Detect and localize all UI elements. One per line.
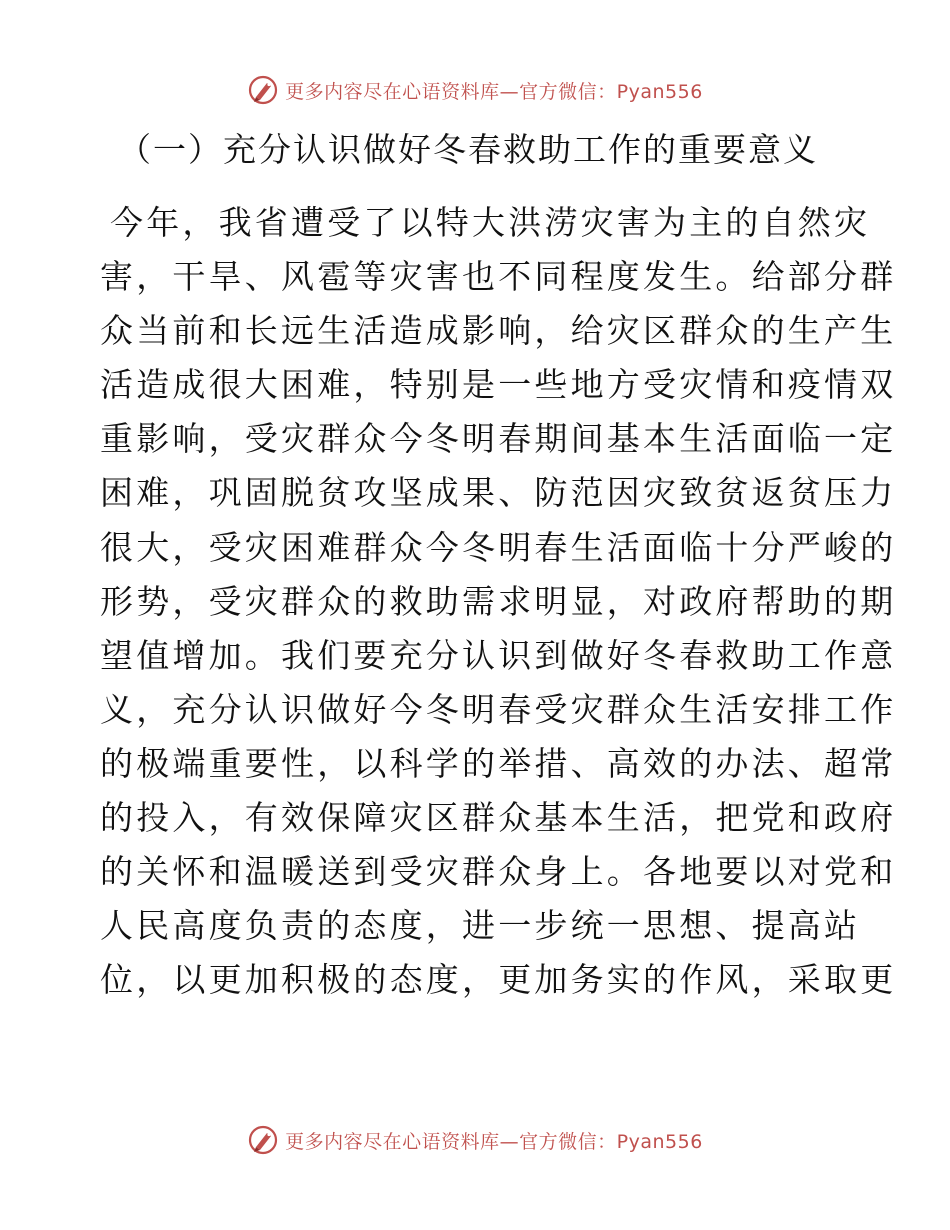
text-line: 害，干旱、风雹等灾害也不同程度发生。给部分群 — [100, 257, 897, 297]
text-line: 人民高度负责的态度，进一步统一思想、提高站 — [100, 906, 861, 946]
text-line: 的极端重要性，以科学的举措、高效的办法、超常 — [100, 743, 897, 783]
text-line: 重影响，受灾群众今冬明春期间基本生活面临一定 — [100, 419, 897, 459]
pen-logo-icon — [247, 1124, 279, 1156]
text-line: 望值增加。我们要充分认识到做好冬春救助工作意 — [100, 635, 897, 675]
text-line: 义，充分认识做好今冬明春受灾群众生活安排工作 — [100, 689, 897, 729]
text-line: 很大，受灾困难群众今冬明春生活面临十分严峻的 — [100, 527, 897, 567]
text-line: 今年，我省遭受了以特大洪涝灾害为主的自然灾 — [110, 203, 871, 242]
footer-banner-text: 更多内容尽在心语资料库—官方微信：Pyan556 — [285, 1130, 703, 1153]
body-text — [100, 196, 897, 1007]
section-heading: （一）充分认识做好冬春救助工作的重要意义 — [118, 130, 818, 169]
text-line: 的关怀和温暖送到受灾群众身上。各地要以对党和 — [100, 852, 897, 892]
text-line: 困难，巩固脱贫攻坚成果、防范因灾致贫返贫压力 — [100, 473, 897, 513]
footer-banner — [0, 1120, 950, 1160]
text-line: 众当前和长远生活造成影响，给灾区群众的生产生 — [100, 311, 897, 351]
text-line: 位，以更加积极的态度，更加务实的作风，采取更 — [100, 960, 897, 1000]
text-line: 活造成很大困难，特别是一些地方受灾情和疫情双 — [100, 365, 897, 405]
text-line: 形势，受灾群众的救助需求明显，对政府帮助的期 — [100, 581, 897, 621]
text-line: 的投入，有效保障灾区群众基本生活，把党和政府 — [100, 798, 897, 838]
pen-logo-icon — [247, 74, 279, 106]
header-banner — [0, 70, 950, 110]
header-banner-text: 更多内容尽在心语资料库—官方微信：Pyan556 — [285, 80, 703, 103]
